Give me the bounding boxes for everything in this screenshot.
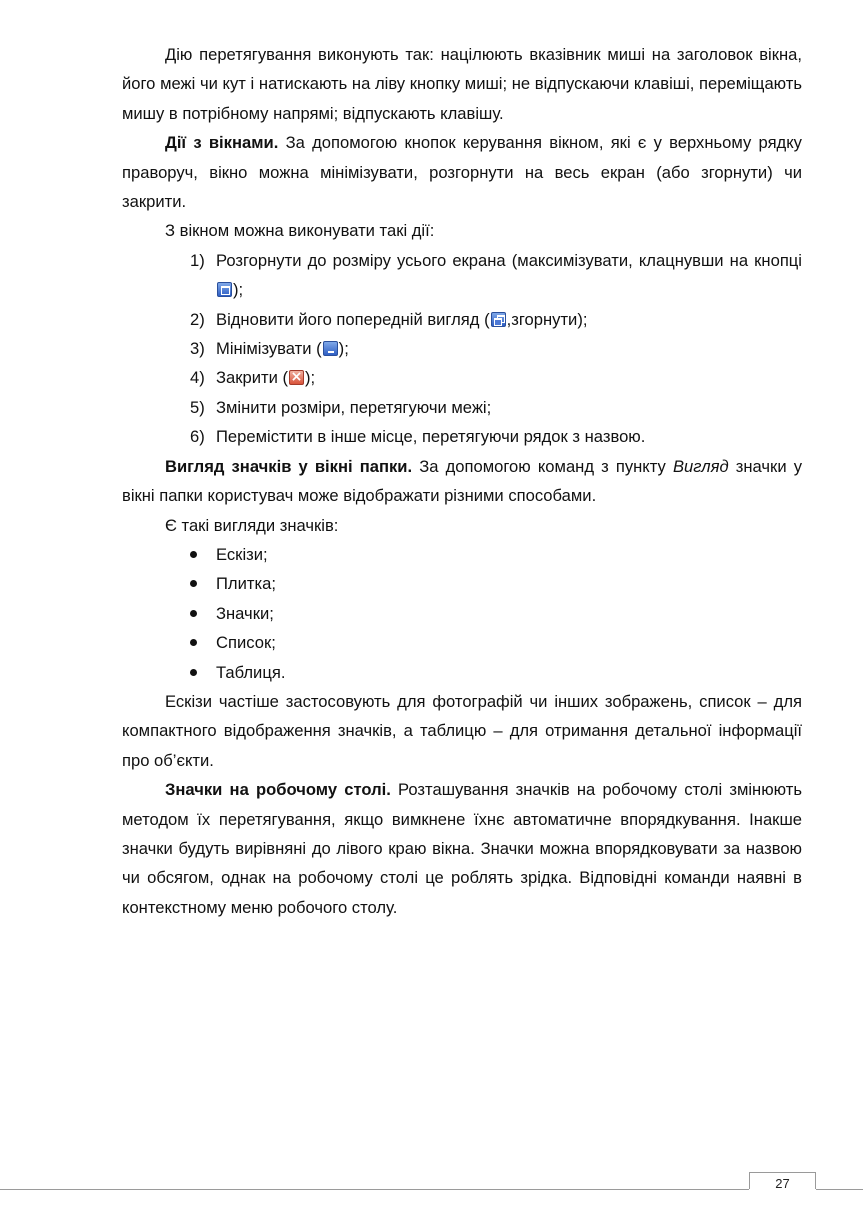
list-item — [122, 658, 802, 687]
list-number: 2) — [190, 309, 205, 329]
list-item — [122, 334, 802, 363]
bullet-icon — [190, 639, 197, 646]
list-item — [122, 246, 802, 305]
window-actions-paragraph — [122, 128, 802, 216]
list-number: 6) — [190, 427, 205, 447]
list-item-text: Змінити розміри, перетягуючи межі; — [216, 397, 492, 417]
list-item-text-end: ,згорнути); — [506, 309, 588, 329]
bullet-icon — [190, 610, 197, 617]
page-number: 27 — [775, 1176, 790, 1191]
footer-divider — [0, 1189, 749, 1190]
footer-divider-right — [816, 1189, 863, 1190]
list-item-text: Таблиця. — [216, 662, 286, 682]
restore-icon — [491, 312, 506, 327]
page-content — [122, 40, 802, 922]
view-types-intro: Є такі вигляди значків: — [165, 515, 339, 535]
list-item-text: Плитка; — [216, 574, 276, 594]
desktop-section-heading: Значки на робочому столі. — [165, 780, 391, 800]
list-item-text: Значки; — [216, 603, 274, 623]
view-types-list — [122, 540, 802, 687]
list-item-text-end: ); — [233, 280, 244, 300]
list-item — [122, 599, 802, 628]
bullet-icon — [190, 580, 197, 587]
bullet-icon — [190, 669, 197, 676]
view-section-text-end: значки у вікні папки користувач може відображати різними способами. — [122, 456, 802, 506]
list-item-text-end: ); — [305, 368, 316, 388]
list-item-text: Ескізи; — [216, 544, 268, 564]
list-item-text: Відновити його попередній вигляд ( — [216, 309, 490, 329]
view-section-paragraph — [122, 452, 802, 511]
list-item-text-end: ); — [338, 339, 349, 359]
list-item — [122, 305, 802, 334]
desktop-section-paragraph — [122, 775, 802, 922]
view-summary-paragraph: Ескізи частіше застосовують для фотографій чи інших зображень, список – для компактного відображення значків, а таблицю – для отримання детальної інформації про об’єкти. — [122, 691, 802, 770]
view-menu-name: Вигляд — [672, 456, 729, 476]
list-item-text: Закрити ( — [216, 368, 289, 388]
drag-paragraph: Дію перетягування виконують так: націлюють вказівник миші на заголовок вікна, його межі чи кут і натискають на ліву кнопку миші; не відпускаючи клавіші, переміщають мишу в потрібному напрямі; відпускають клавішу. — [122, 45, 802, 123]
list-number: 4) — [190, 368, 205, 388]
list-item-text: Перемістити в інше місце, перетягуючи рядок з назвою. — [216, 427, 646, 447]
desktop-section-text: Розташування значків на робочому столі змінюють методом їх перетягування, якщо вимкнене їхнє автоматичне впорядкування. Інакше значки будуть вирівняні до лівого краю вікна. Значки можна впорядковувати за назвою чи обсягом, однак на робочому столі це роблять зрідка. Відповідні команди наявні в контекстному меню робочого столу. — [122, 780, 802, 917]
bullet-icon — [190, 551, 197, 558]
minimize-icon — [323, 341, 338, 356]
list-item — [122, 363, 802, 392]
list-item — [122, 569, 802, 598]
list-item-text: Розгорнути до розміру усього екрана (максимізувати, клацнувши на кнопці — [216, 250, 802, 270]
view-section-heading: Вигляд значків у вікні папки. — [165, 456, 413, 476]
window-actions-heading: Дії з вікнами. — [165, 133, 279, 153]
list-number: 1) — [190, 250, 205, 270]
maximize-icon — [217, 282, 232, 297]
list-item — [122, 393, 802, 422]
window-actions-list — [122, 246, 802, 452]
list-item — [122, 628, 802, 657]
close-icon — [289, 370, 304, 385]
list-number: 3) — [190, 339, 205, 359]
list-number: 5) — [190, 397, 205, 417]
list-item — [122, 540, 802, 569]
list-item — [122, 422, 802, 451]
window-actions-text: За допомогою кнопок керування вікном, які є у верхньому рядку праворуч, вікно можна мінімізувати, розгорнути на весь екран (або згорнути) чи закрити. — [122, 133, 802, 212]
window-actions-intro: З вікном можна виконувати такі дії: — [165, 221, 435, 241]
list-item-text: Список; — [216, 633, 276, 653]
list-item-text: Мінімізувати ( — [216, 339, 322, 359]
view-section-text: За допомогою команд з пункту — [412, 456, 673, 476]
